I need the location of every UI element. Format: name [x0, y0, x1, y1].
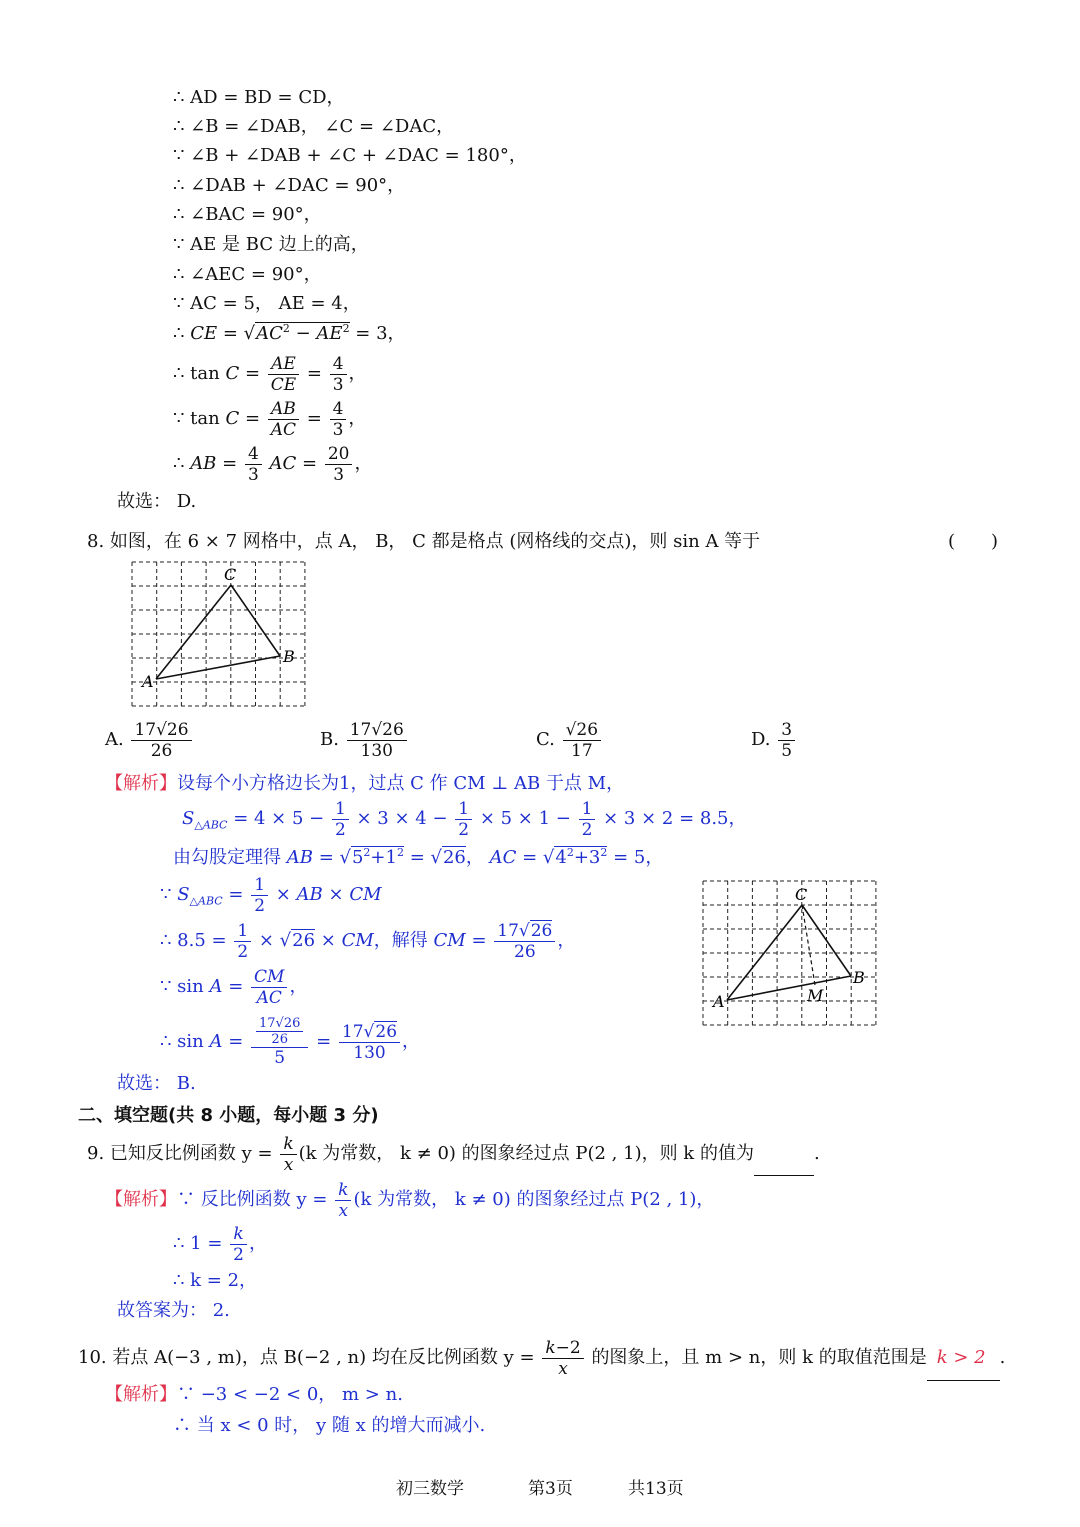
option-a-den: 26 — [150, 740, 173, 761]
q8-stem: 8. 如图，在 6 × 7 网格中，点 A， B， C 都是格点 (网格线的交点)，则 sin A 等于 — [87, 531, 761, 552]
option-b-label: B. — [320, 729, 339, 750]
section-heading: 二、填空题(共 8 小题，每小题 3 分) — [78, 1105, 379, 1126]
q10-stem: 10. 若点 A(−3 , m)，点 B(−2 , n) 均在反比例函数 y = $\frac{k-2}{x}$ 的图象上，且 m > n，则 k 的取值范围是 k > 2 . — [78, 1336, 1005, 1380]
point-label-b: B — [853, 968, 865, 987]
footer-total: 共13页 — [628, 1479, 684, 1499]
q7-answer: 故选： D. — [117, 491, 197, 512]
q8-sin-def: ∵ sin A = $\frac{CM}{AC}$ ， — [160, 966, 308, 1008]
point-label-m: M — [807, 986, 824, 1005]
footer-subject: 初三数学 — [396, 1479, 464, 1499]
option-d-num: 3 — [778, 720, 795, 741]
proof-line-tan2: ∵ tan C = $\frac{AB}{AC}$ = $\frac{4}{3}$ ， — [173, 398, 367, 440]
q8-answer-bracket: ( ) — [948, 531, 999, 552]
proof-line: ∴ ∠DAB + ∠DAC = 90°， — [173, 175, 406, 196]
q8-pythagoras: 由勾股定理得 AB = $√5^2+1^2 = √26$， AC = $√4^2+3^2 = 5$， — [173, 846, 664, 868]
option-b-num: 17√26 — [347, 720, 407, 741]
point-label-a: A — [142, 672, 154, 691]
option-c-label: C. — [536, 729, 555, 750]
option-c-num: √26 — [563, 720, 601, 741]
proof-line: ∴ ∠AEC = 90°， — [173, 264, 322, 285]
q8-solve-cm: ∴ 8.5 = $\frac{1}{2}$ × √26 × CM，解得 CM = $\frac{17√26}{26}$ ， — [160, 920, 576, 962]
q10-analysis: 【解析】∵ −3 < −2 < 0， m > n. — [105, 1384, 403, 1405]
proof-line: ∴ ∠B = ∠DAB， ∠C = ∠DAC， — [173, 116, 455, 137]
point-label-c: C — [795, 885, 808, 904]
option-c[interactable] — [536, 718, 603, 762]
q10-fill-answer: k > 2 — [936, 1347, 986, 1368]
option-d-label: D. — [751, 729, 771, 750]
analysis-tag: 【解析】 — [105, 1384, 177, 1405]
q9-analysis: 【解析】∵ 反比例函数 y = $\frac{k}{x}$ (k 为常数， k ≠ 0) 的图象经过点 P(2 , 1)， — [105, 1179, 715, 1221]
option-c-den: 17 — [571, 740, 593, 761]
q9-blank[interactable] — [754, 1157, 814, 1176]
option-b[interactable] — [320, 718, 409, 762]
q8-area-cm: ∵ $S_{\triangle ABC}$ = $\frac{1}{2}$ × AB × CM — [160, 874, 382, 916]
option-a-label: A. — [105, 729, 124, 750]
option-d-den: 5 — [781, 740, 793, 761]
q9-step1: ∴ 1 = $\frac{k}{2}$ ， — [173, 1223, 267, 1265]
q9-answer: 故答案为： 2. — [117, 1300, 230, 1321]
option-d[interactable] — [751, 718, 797, 762]
q8-solution-figure — [702, 880, 878, 1026]
proof-line: ∴ AD = BD = CD， — [173, 87, 345, 108]
proof-line: ∵ AC = 5， AE = 4， — [173, 293, 361, 314]
q9-step2: ∴ k = 2， — [173, 1270, 258, 1291]
q8-grid-figure — [131, 561, 307, 707]
proof-line: ∴ ∠BAC = 90°， — [173, 204, 322, 225]
proof-line: ∵ AE 是 BC 边上的高， — [173, 234, 369, 255]
q9-stem: 9. 已知反比例函数 y = $\frac{k}{x}$ (k 为常数， k ≠ 0) 的图象经过点 P(2 , 1)，则 k 的值为 . — [87, 1133, 820, 1175]
point-label-b: B — [283, 647, 295, 666]
proof-line-ce: ∴ CE = $√AC^2 - AE^2 = 3$， — [173, 322, 406, 344]
option-a-num: 17√26 — [131, 720, 191, 741]
q10-step: ∴ 当 x < 0 时， y 随 x 的增大而减小. — [173, 1415, 486, 1436]
point-label-c: C — [224, 565, 237, 584]
footer-page: 第3页 — [528, 1479, 573, 1499]
analysis-tag: 【解析】 — [105, 1189, 177, 1210]
proof-line-tan1: ∴ tan C = $\frac{AE}{CE}$ = $\frac{4}{3}$ ， — [173, 353, 367, 395]
q8-sin-value: ∴ sin A = $\frac{\frac{17√26}{26}}{5}$ = $\frac{17√26}{130}$ ， — [160, 1016, 421, 1068]
point-label-a: A — [713, 992, 725, 1011]
option-a[interactable] — [105, 718, 194, 762]
proof-line-ab: ∴ AB = $\frac{4}{3}$ AC = $\frac{20}{3}$ ， — [173, 443, 373, 485]
option-b-den: 130 — [360, 740, 393, 761]
q8-area-formula: $S_{\triangle ABC} = 4 \times 5$ − $\frac{1}{2}$ × 3 × 4 − $\frac{1}{2}$ × 5 × 1 − $\frac{1}{2}$ × 3 × 2 = 8.5， — [182, 798, 747, 840]
q8-answer: 故选： B. — [117, 1073, 196, 1094]
analysis-tag: 【解析】 — [105, 773, 177, 794]
q8-analysis-first: 【解析】设每个小方格边长为1，过点 C 作 CM ⊥ AB 于点 M， — [105, 773, 625, 794]
proof-line: ∵ ∠B + ∠DAB + ∠C + ∠DAC = 180°， — [173, 145, 527, 166]
